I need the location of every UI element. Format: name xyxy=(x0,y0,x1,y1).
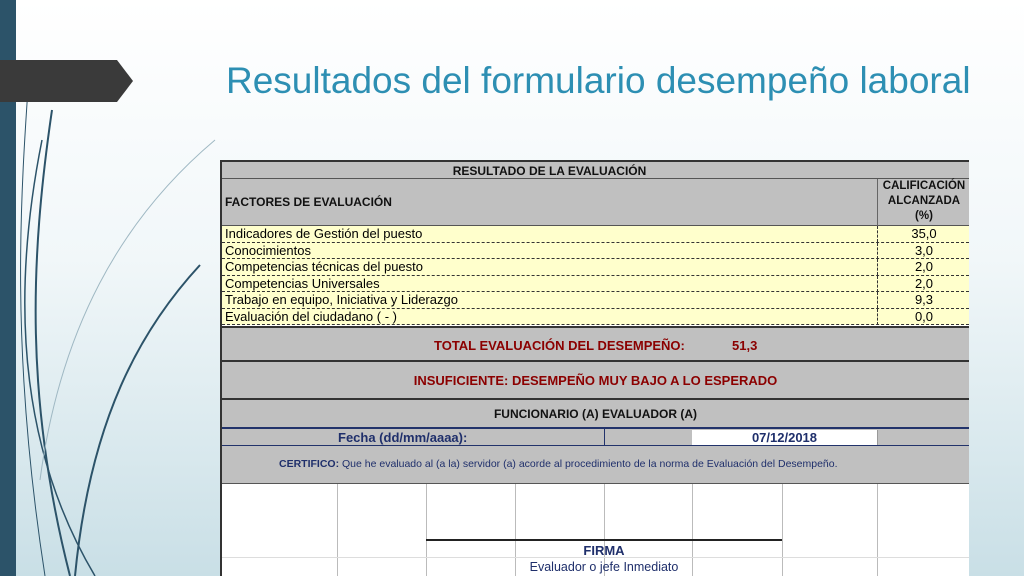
factor-label: Trabajo en equipo, Iniciativa y Liderazgo xyxy=(225,292,458,307)
grid-divider xyxy=(877,484,878,576)
title-arrow-shape xyxy=(0,60,133,102)
factor-value: 3,0 xyxy=(877,243,969,259)
total-label: TOTAL EVALUACIÓN DEL DESEMPEÑO: xyxy=(434,338,685,353)
calificacion-header-line2: ALCANZADA xyxy=(887,195,961,207)
funcionario-row xyxy=(222,400,969,429)
factor-label: Indicadores de Gestión del puesto xyxy=(225,226,423,241)
grid-divider xyxy=(782,484,783,576)
factor-row xyxy=(222,309,969,326)
slide-title: Resultados del formulario desempeño laboral xyxy=(226,60,971,101)
factor-label: Evaluación del ciudadano ( - ) xyxy=(225,308,397,324)
factor-row xyxy=(222,259,969,276)
factor-label: Conocimientos xyxy=(225,242,311,258)
certifico-bold: CERTIFICO: xyxy=(279,458,340,470)
calificacion-header xyxy=(877,179,969,226)
certifico-text: Que he evaluado al (a la) servidor (a) acorde al procedimiento de la norma de Evaluación del Desempeño. xyxy=(339,458,838,470)
factor-row xyxy=(222,243,969,260)
calificacion-header-line1: CALIFICACIÓN xyxy=(882,180,966,192)
fecha-divider xyxy=(604,429,605,446)
calificacion-header-line3: (%) xyxy=(915,210,933,222)
fecha-row xyxy=(222,429,969,446)
grid-divider xyxy=(337,484,338,576)
factor-value: 2,0 xyxy=(877,276,969,292)
result-text: INSUFICIENTE: DESEMPEÑO MUY BAJO A LO ESPERADO xyxy=(413,373,778,388)
signature-line xyxy=(426,539,782,541)
certifico-row xyxy=(222,446,969,484)
firma-label: FIRMA xyxy=(583,543,625,558)
fecha-label: Fecha (dd/mm/aaaa): xyxy=(338,430,468,445)
factor-value: 35,0 xyxy=(877,226,969,242)
evaluation-sheet xyxy=(220,160,969,576)
factor-row xyxy=(222,226,969,243)
evaluador-label: Evaluador o jefe Inmediato xyxy=(529,560,679,574)
result-header-row xyxy=(222,160,969,179)
factor-label: Competencias técnicas del puesto xyxy=(225,259,424,274)
factor-value: 0,0 xyxy=(877,309,969,325)
factor-value: 2,0 xyxy=(877,259,969,275)
factor-row xyxy=(222,292,969,309)
certifico-statement xyxy=(279,458,838,470)
signature-grid xyxy=(222,484,969,576)
factor-row xyxy=(222,276,969,293)
factor-label: Competencias Universales xyxy=(225,275,380,291)
result-row xyxy=(222,362,969,400)
result-header: RESULTADO DE LA EVALUACIÓN xyxy=(452,164,647,178)
factor-value: 9,3 xyxy=(877,292,969,308)
total-value: 51,3 xyxy=(732,338,758,353)
funcionario-header: FUNCIONARIO (A) EVALUADOR (A) xyxy=(493,407,698,421)
factores-header: FACTORES DE EVALUACIÓN xyxy=(225,195,392,209)
column-header-row xyxy=(222,179,969,226)
total-row xyxy=(222,326,969,362)
fecha-value[interactable]: 07/12/2018 xyxy=(692,430,878,445)
